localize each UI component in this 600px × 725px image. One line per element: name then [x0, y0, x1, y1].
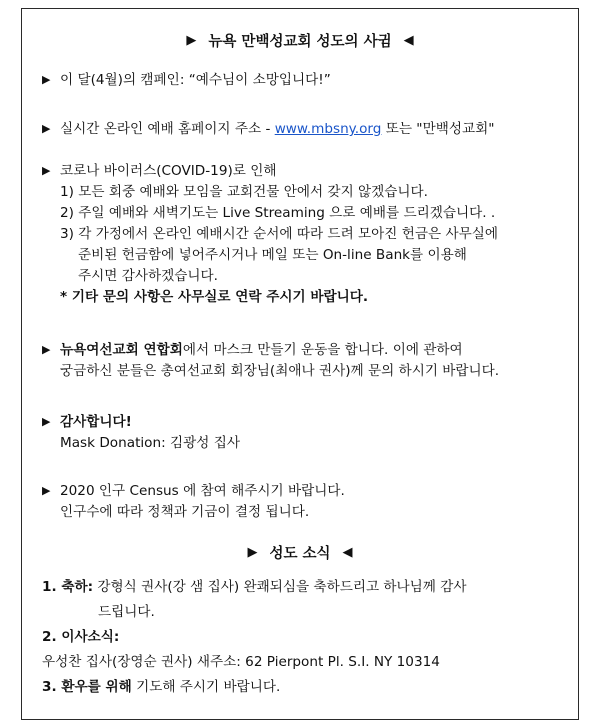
corona-note: * 기타 문의 사항은 사무실로 연락 주시기 바랍니다.: [60, 289, 369, 305]
census-line-1-wrap: [42, 480, 345, 502]
news-item-2-detail: 우성찬 집사(장영순 권사) 새주소: 62 Pierpont Pl. S.I. NY 10314: [42, 654, 440, 670]
campaign-item: [42, 69, 331, 91]
news-list: [42, 577, 467, 698]
mask-line-2: 궁금하신 분들은 총여선교회 회장님(최애나 권사)께 문의 하시기 바랍니다.: [60, 363, 500, 379]
news-item-2-label: 2. 이사소식:: [42, 629, 120, 645]
triangle-left-icon: ◀: [342, 545, 353, 560]
homepage-item: [42, 118, 494, 140]
mask-line-1-rest: 에서 마스크 만들기 운동을 합니다. 이에 관하여: [182, 342, 463, 358]
corona-item-3-line-2: 준비된 헌금함에 넣어주시거나 메일 또는 On-line Bank를 이용해: [78, 247, 467, 263]
thanks-donation: Mask Donation: 김광성 집사: [60, 435, 240, 451]
homepage-suffix: 또는 "만백성교회": [381, 121, 495, 137]
census-line-2: 인구수에 따라 정책과 기금이 결정 됩니다.: [60, 504, 310, 520]
homepage-link[interactable]: www.mbsny.org: [274, 121, 382, 137]
bullet-icon: ▶: [42, 415, 51, 428]
news-item-3-label: 3. 환우를 위해: [42, 679, 132, 695]
page-title: [0, 30, 600, 51]
bullet-icon: ▶: [42, 343, 51, 356]
news-title-text: 성도 소식: [269, 546, 331, 562]
news-item-1: [42, 577, 467, 598]
thanks-heading: 감사합니다!: [60, 414, 132, 430]
bullet-icon: ▶: [42, 164, 51, 177]
mask-org: 뉴욕여선교회 연합회: [60, 342, 183, 358]
bullet-icon: ▶: [42, 484, 51, 497]
news-item-3-text: 기도해 주시기 바랍니다.: [131, 679, 281, 695]
corona-item-3-line-3: 주시면 감사하겠습니다.: [78, 268, 218, 284]
bullet-icon: ▶: [42, 122, 51, 135]
news-item-1-label: 1. 축하:: [42, 579, 94, 595]
mask-line-1: [42, 339, 499, 361]
corona-heading: 코로나 바이러스(COVID-19)로 인해: [60, 163, 277, 179]
thanks-heading-line: [42, 411, 240, 433]
campaign-text: 이 달(4월)의 캠페인: “예수님이 소망입니다!”: [60, 72, 331, 88]
census-line-1: 2020 인구 Census 에 참여 해주시기 바랍니다.: [60, 483, 345, 499]
news-item-3: [42, 677, 467, 698]
triangle-left-icon: ◀: [403, 33, 414, 48]
homepage-prefix: 실시간 온라인 예배 홈페이지 주소 -: [60, 121, 275, 137]
page-title-text: 뉴욕 만백성교회 성도의 사귐: [208, 34, 392, 50]
triangle-right-icon: ▶: [247, 545, 258, 560]
corona-item-2: 2) 주일 예배와 새벽기도는 Live Streaming 으로 예배를 드리겠습니다. .: [60, 205, 496, 221]
mask-section: [42, 339, 499, 382]
triangle-right-icon: ▶: [186, 33, 197, 48]
corona-item-1: 1) 모든 회중 예배와 모임을 교회건물 안에서 갖지 않겠습니다.: [60, 184, 428, 200]
corona-heading-line: [42, 160, 498, 182]
corona-section: [42, 160, 498, 308]
news-item-1-cont: 드립니다.: [98, 604, 155, 620]
thanks-section: [42, 411, 240, 454]
news-item-1-text: 강형식 권사(강 샘 집사) 완쾌되심을 축하드리고 하나님께 감사: [93, 579, 467, 595]
census-section: [42, 480, 345, 523]
news-title: [0, 542, 600, 563]
bullet-icon: ▶: [42, 73, 51, 86]
corona-item-3-line-1: 3) 각 가정에서 온라인 예배시간 순서에 따라 드려 모아진 헌금은 사무실에: [60, 226, 498, 242]
